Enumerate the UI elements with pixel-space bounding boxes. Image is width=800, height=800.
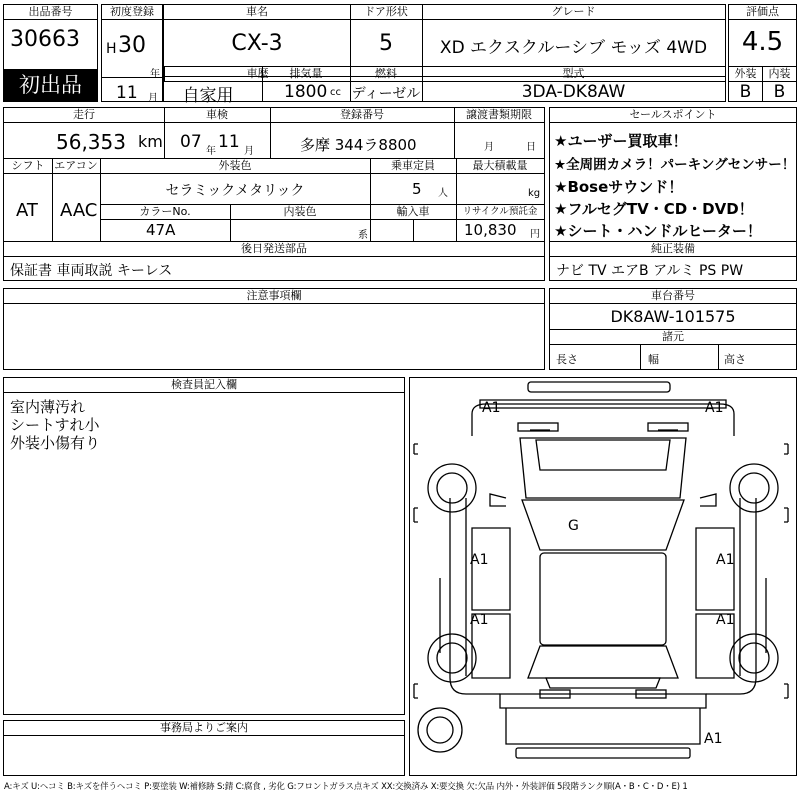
detail-box bbox=[3, 107, 545, 281]
equipment: ナビ TV エアB アルミ PS PW bbox=[556, 263, 744, 279]
notes-label: 注意事項欄 bbox=[4, 289, 544, 304]
score: 4.5 bbox=[741, 27, 784, 57]
office-label: 事務局よりご案内 bbox=[4, 721, 404, 736]
ac-label: エアコン bbox=[52, 159, 100, 174]
model-label: 型式 bbox=[422, 67, 725, 82]
later-parts-label: 後日発送部品 bbox=[4, 242, 544, 257]
damage-mark: A1 bbox=[716, 612, 735, 628]
shift-label: シフト bbox=[4, 159, 52, 174]
inspector-line: 室内薄汚れ bbox=[10, 398, 86, 416]
interior-color-unit: 系 bbox=[358, 230, 368, 241]
sales-label: セールスポイント bbox=[550, 108, 796, 123]
reg-month-unit: 月 bbox=[148, 93, 158, 104]
recycle: 10,830 bbox=[464, 221, 517, 239]
history: 自家用 bbox=[182, 86, 234, 106]
lot-label: 出品番号 bbox=[4, 5, 97, 20]
recycle-unit: 円 bbox=[530, 229, 540, 240]
height-label: 高さ bbox=[724, 353, 746, 366]
interior-label: 内装 bbox=[763, 67, 796, 82]
reg-label: 初度登録 bbox=[102, 5, 162, 20]
sales-point: ★フルセグTV・CD・DVD！ bbox=[554, 200, 754, 218]
inspection-label: 車検 bbox=[164, 108, 270, 123]
door-label: ドア形状 bbox=[350, 5, 422, 20]
damage-mark: A1 bbox=[705, 400, 724, 416]
inspection-month-unit: 月 bbox=[244, 146, 254, 157]
first-listing-badge: 初出品 bbox=[4, 69, 97, 101]
plate-label: 登録番号 bbox=[270, 108, 454, 123]
score-box bbox=[728, 4, 797, 102]
damage-mark: A1 bbox=[482, 400, 501, 416]
specs-label: 諸元 bbox=[550, 330, 796, 345]
reg-month: 11 bbox=[116, 83, 138, 103]
car-outline-icon bbox=[410, 378, 796, 775]
reg-year-unit: 年 bbox=[150, 69, 160, 80]
car-diagram bbox=[409, 377, 797, 776]
damage-mark: A1 bbox=[470, 612, 489, 628]
inspection-year: 07 bbox=[180, 132, 202, 152]
later-parts: 保証書 車両取説 キーレス bbox=[10, 263, 173, 279]
chassis-label: 車台番号 bbox=[550, 289, 796, 304]
chassis-box bbox=[549, 288, 797, 370]
inspection-year-unit: 年 bbox=[206, 146, 216, 157]
name-label: 車名 bbox=[164, 5, 350, 20]
displacement: 1800 bbox=[284, 82, 328, 102]
legend: A:キズ U:ヘコミ B:キズを伴うヘコミ P:要塗装 W:補修跡 S:錆 C:腐食 , 劣化 G:フロントガラス点キズ XX:交換済み X:要交換 欠:欠品 内外・外装評価 5段階ランク順(A・B・C・D・E) 1 bbox=[4, 782, 688, 792]
reg-year: 30 bbox=[118, 33, 146, 58]
exterior-grade: B bbox=[739, 82, 752, 102]
fuel-label: 燃料 bbox=[350, 67, 422, 82]
fuel: ディーゼル bbox=[351, 86, 421, 102]
color-no: 47A bbox=[146, 221, 176, 239]
reg-era: H bbox=[106, 41, 117, 57]
shift: AT bbox=[16, 200, 38, 221]
displacement-label: 排気量 bbox=[289, 67, 323, 80]
color: セラミックメタリック bbox=[165, 183, 305, 199]
exterior-label: 外装 bbox=[729, 67, 762, 82]
sales-point: ★シート・ハンドルヒーター！ bbox=[554, 222, 762, 240]
sales-box bbox=[549, 107, 797, 281]
recycle-label: リサイクル預託金 bbox=[456, 205, 544, 220]
transfer-month-unit: 月 bbox=[484, 142, 494, 153]
sales-point: ★全周囲カメラ！パーキングセンサー！ bbox=[554, 157, 796, 173]
lot-number: 30663 bbox=[10, 27, 80, 52]
inspector-box bbox=[3, 377, 405, 715]
model: 3DA-DK8AW bbox=[521, 82, 626, 102]
color-no-label: カラーNo. bbox=[100, 205, 230, 220]
sales-point: ★Boseサウンド！ bbox=[554, 178, 684, 196]
reg-box bbox=[101, 4, 163, 102]
history-label: 車歴 bbox=[164, 67, 350, 82]
grade: XD エクスクルーシブ モッズ 4WD bbox=[439, 38, 708, 58]
damage-mark: A1 bbox=[704, 731, 723, 747]
length-label: 長さ bbox=[556, 353, 578, 366]
equipment-label: 純正装備 bbox=[550, 242, 796, 257]
ac: AAC bbox=[60, 200, 98, 221]
damage-mark: G bbox=[568, 518, 579, 534]
inspection-month: 11 bbox=[218, 132, 240, 152]
cc-unit: cc bbox=[330, 87, 341, 98]
chassis-number: DK8AW-101575 bbox=[610, 307, 736, 326]
width-label: 幅 bbox=[648, 353, 659, 366]
load-unit: kg bbox=[528, 188, 541, 199]
mileage-label: 走行 bbox=[4, 108, 164, 123]
transfer-label: 譲渡書類期限 bbox=[454, 108, 544, 123]
interior-grade: B bbox=[773, 82, 786, 102]
capacity-label: 乗車定員 bbox=[370, 159, 456, 174]
interior-color-label: 内装色 bbox=[230, 205, 370, 220]
import-label: 輸入車 bbox=[370, 205, 456, 220]
capacity-unit: 人 bbox=[438, 188, 448, 199]
office-box bbox=[3, 720, 405, 776]
car-name: CX-3 bbox=[231, 31, 283, 56]
transfer-day-unit: 日 bbox=[526, 142, 536, 153]
mileage: 56,353 bbox=[56, 130, 126, 154]
damage-mark: A1 bbox=[716, 552, 735, 568]
inspector-line: 外装小傷有り bbox=[10, 434, 101, 452]
lot-box bbox=[3, 4, 98, 102]
plate: 多摩 344ラ8800 bbox=[300, 136, 417, 154]
km-unit: km bbox=[138, 132, 163, 151]
notes-box bbox=[3, 288, 545, 370]
doors: 5 bbox=[379, 31, 393, 56]
sales-point: ★ユーザー買取車！ bbox=[554, 132, 688, 150]
inspector-label: 検査員記入欄 bbox=[4, 378, 404, 393]
grade-label: グレード bbox=[422, 5, 725, 20]
score-label: 評価点 bbox=[729, 5, 796, 20]
capacity: 5 bbox=[412, 180, 422, 198]
load-label: 最大積載量 bbox=[456, 159, 544, 174]
main-header bbox=[163, 4, 726, 106]
inspector-line: シートすれ小 bbox=[10, 416, 100, 434]
damage-mark: A1 bbox=[470, 552, 489, 568]
color-label: 外装色 bbox=[100, 159, 370, 174]
